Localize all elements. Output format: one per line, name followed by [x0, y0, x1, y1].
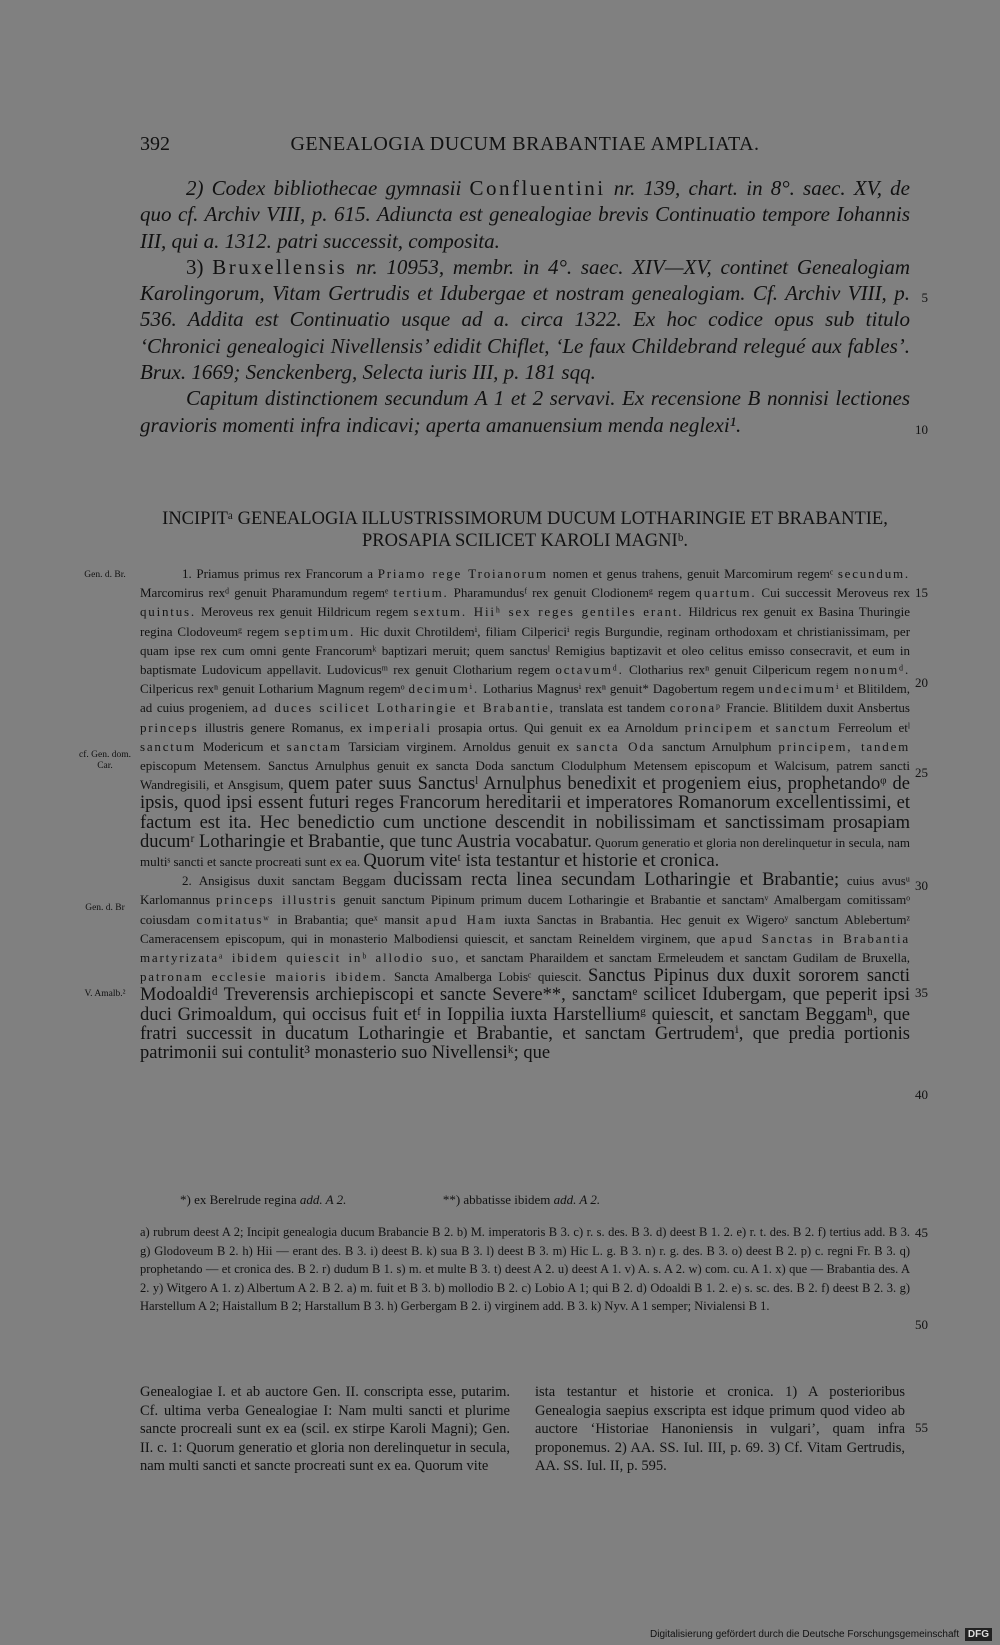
main-text: [140, 564, 910, 1063]
intro-section: [140, 175, 910, 438]
line-number: 35: [915, 985, 928, 1000]
notes-left-column: Genealogiae I. et ab auctore Gen. II. conscripta esse, putarim. Cf. ultima verba Genealogiae I: Nam multi sancti et plurime sancte procreali sunt ex ea (scil. ex stirpe Karoli Magni); Gen. II. c. 1: Quorum generatio et gloria non derelinquetur in secula, nam multi sancti et sancte procreati sunt ex ea. Quorum vite: [140, 1384, 510, 1475]
intro-paragraph: 2) Codex bibliothecae gymnasii Confluentini nr. 139, chart. in 8°. saec. XV, de quo cf. Archiv VIII, p. 615. Adiuncta est genealogiae brevis Continuatio tempore Iohannis III, qui a. 1312. patri successit, composita.: [140, 176, 910, 253]
margin-note: Gen. d. Br: [85, 903, 125, 913]
critical-apparatus: a) rubrum deest A 2; Incipit genealogia ducum Brabancie B 2. b) M. imperatoris B 3. c) r. s. des. B 3. d) deest B 1. 2. e) r. t. des. B 2. f) tertius add. B 3. g) Glodoveum B 2. h) Hii — erant des. B 3. i) deest B. k) sua B 3. l) deest B 3. m) Hic L. g. B 3. n) r. g. des. B 3. o) deest B 2. p) c. regni Fr. B 3. q) prophetando — et cronica des. B 2. r) dudum B 1. s) m. et multe B 3. t) deest A 2. u) deest A 1. v) A. s. A 2. w) com. cu. A 1. x) que — Brabantia des. A 2. y) Witgero A 1. z) Albertum A 2. B 2. a) m. fuit et B 3. b) mollodio B 2. c) Lobio A 1; qui B 2. d) Odoaldi B 1. 2. e) s. sc. des. B 2. f) deest B 2. 3. g) Harstellum A 2; Haistallum B 2; Harstallum B 3. h) Gerbergam B 2. i) virginem add. B 3. k) Nyv. A 1 semper; Nivialensi B 1.: [140, 1225, 910, 1313]
line-number: 45: [915, 1225, 928, 1240]
running-title: GENEALOGIA DUCUM BRABANTIAE AMPLIATA.: [290, 133, 760, 155]
incipit-line: PROSAPIA SCILICET KAROLI MAGNIᵇ.: [361, 531, 689, 551]
chapter-1: 1. Priamus primus rex Francorum a Priamo rege Troianorum nomen et genus trahens, genuit Marcomirum regemᶜ secundum. Marcomirus rexᵈ genuit Pharamundum regemᵉ tertium. Pharamundusᶠ rex genuit Clodionemᵍ regem quartum. Cui successit Meroveus rex quintus. Meroveus rex genuit Hildricum regem sextum. Hiiʰ sex reges gentiles erant. Hildricus rex genuit ex Basina Thuringie regina Clodoveumᵍ regem septimum. Hic duxit Chrotildemⁱ, filiam Cilpericiⁱ regis Burgundie, reginam orthodoxam et christianissimam, per quam ipse rex cum omni gente Francorumᵏ baptizari meruit; quem sanctusˡ Remigius baptizavit et oleo celitus emisso consecravit, et eum in baptismate Ludovicum appellavit. Ludovicusᵐ rex genuit Clotharium regem octavumᵈ. Clotharius rexⁿ genuit Cilpericum regem nonumᵈ. Cilpericus rexⁿ genuit Lotharium Magnum regemᵒ decimumⁱ. Lotharius Magnusⁱ rexⁿ genuit* Dagobertum regem undecimumⁱ et Blitildem, ad cuius progeniem, ad duces scilicet Lotharingie et Brabantie, translata est tandem coronaᵖ Francie. Blitildem duxit Ansbertus princeps illustris genere Romanus, ex imperiali prosapia ortus. Qui genuit ex ea Arnoldum principem et sanctum Ferreolum etˡ sanctum Modericum et sanctam Tarsiciam virginem. Arnoldus genuit ex sancta Oda sanctum Arnulphum principem, tandem episcopum Metensem. Sanctus Arnulphus genuit ex sancta Doda sanctum Clodulphum Metensem episcopum et Walcisum, patrem sancti Wandregisili, et Ansgisum, quem pater suus Sanctusˡ Arnulphus benedixit et progeniem eius, prophetandoᵠ de ipsis, quod ipsi essent futuri reges Francorum hereditarii et imperatores Romanorum excellentissimi, et factum est ita. Hec benedictio cum unctione descendit in nobilissimam et sanctissimam prosapiam ducumʳ Lotharingie et Brabantie, que tunc Austria vocabatur. Quorum generatio et gloria non derelinquetur in secula, nam multiˢ sancti et sancte procreati sunt ex ea. Quorum viteᵗ ista testantur et historie et cronica.: [140, 566, 911, 872]
running-header: [140, 133, 910, 163]
star-footnotes: *) ex Berelrude regina add. A 2. **) abbatisse ibidem add. A 2.: [180, 1192, 601, 1207]
intro-paragraph: 3) Bruxellensis nr. 10953, membr. in 4°. saec. XIV—XV, continet Genealogiam Karolingorum, Vitam Gertrudis et Idubergae et nostram genealogiam. Cf. Archiv VIII, p. 536. Addita est Continuatio usque ad a. circa 1322. Ex hoc codice opus sub titulo ‘Chronici genealogici Nivellensis’ edidit Chiflet, ‘Le faux Childebrand relegué aux fables’. Brux. 1669; Senckenberg, Selecta iuris III, p. 181 sqq.: [140, 254, 911, 385]
incipit-heading: [140, 508, 910, 552]
page-number: 392: [140, 133, 170, 155]
line-number: 40: [915, 1087, 928, 1102]
dfg-credit: [650, 1628, 992, 1641]
margin-note: cf. Gen. dom. Car.: [79, 750, 131, 771]
credit-text: Digitalisierung gefördert durch die Deutsche Forschungsgemeinschaft: [650, 1629, 960, 1640]
line-number: 25: [915, 765, 928, 780]
notes-right-column: ista testantur et historie et cronica. 1) A posterioribus Genealogia saepius exscripta est idque primum quod video ab auctore ‘Historiae Hanoniensis in vulgari’, quam infra proponemus. 2) AA. SS. Iul. III, p. 69. 3) Cf. Vitam Gertrudis, AA. SS. Iul. II, p. 595.: [535, 1384, 905, 1475]
margin-note: V. Amalb.²: [84, 989, 126, 999]
line-number: 50: [915, 1317, 928, 1332]
line-number: 15: [915, 585, 928, 600]
incipit-line: INCIPITᵃ GENEALOGIA ILLUSTRISSIMORUM DUCUM LOTHARINGIE ET BRABANTIE,: [162, 509, 888, 529]
line-number: 55: [915, 1420, 928, 1435]
line-number: 5: [921, 290, 928, 305]
margin-note: Gen. d. Br.: [84, 570, 126, 580]
line-number: 30: [915, 878, 928, 893]
line-number: 10: [915, 422, 928, 437]
chapter-2: 2. Ansigisus duxit sanctam Beggam ducissam recta linea secundam Lotharingie et Brabantie; cuius avusᵘ Karlomannus princeps illustris genuit sanctum Pipinum primum ducem Lotharingie et Brabantie et sanctamᵛ Amalbergam comitissamᵒ coiusdam comitatusʷ in Brabantia; queˣ mansit apud Ham iuxta Sanctas in Brabantia. Hec genuit ex Wigeroʸ sanctum Ablebertumᶻ Cameracensem episcopum, qui in monasterio Malbodiensi quiescit, et sanctam Reineldem virginem, que apud Sanctas in Brabantia martyrizataᵃ ibidem quiescit inᵇ allodio suo, et sanctam Pharaildem et sanctam Ermeleudem et sanctam Gudilam de Bruxella, patronam ecclesie maioris ibidem. Sancta Amalberga Lobisᶜ quiescit. Sanctus Pipinus dux duxit sororem sancti Modoaldiᵈ Treverensis archiepiscopi et sancte Severe**, sanctamᵉ scilicet Idubergam, que peperit ipsi duci Grimoaldum, qui occisus fuit etᶠ in Ioppilia iuxta Harstelliumᵍ quiescit, et sanctam Beggamʰ, que fratri successit in ducatum Lotharingie et Brabantie, et sanctam Gertrudemⁱ, que predia portionis patrimonii sui contulit³ monasterio suo Nivellensiᵏ; que: [140, 870, 911, 1064]
line-number: 20: [915, 675, 928, 690]
dfg-logo-icon: DFG: [965, 1628, 992, 1641]
intro-paragraph: Capitum distinctionem secundum A 1 et 2 servavi. Ex recensione B nonnisi lectiones gravioris momenti infra indicavi; aperta amanuensium menda neglexi¹.: [140, 386, 910, 437]
